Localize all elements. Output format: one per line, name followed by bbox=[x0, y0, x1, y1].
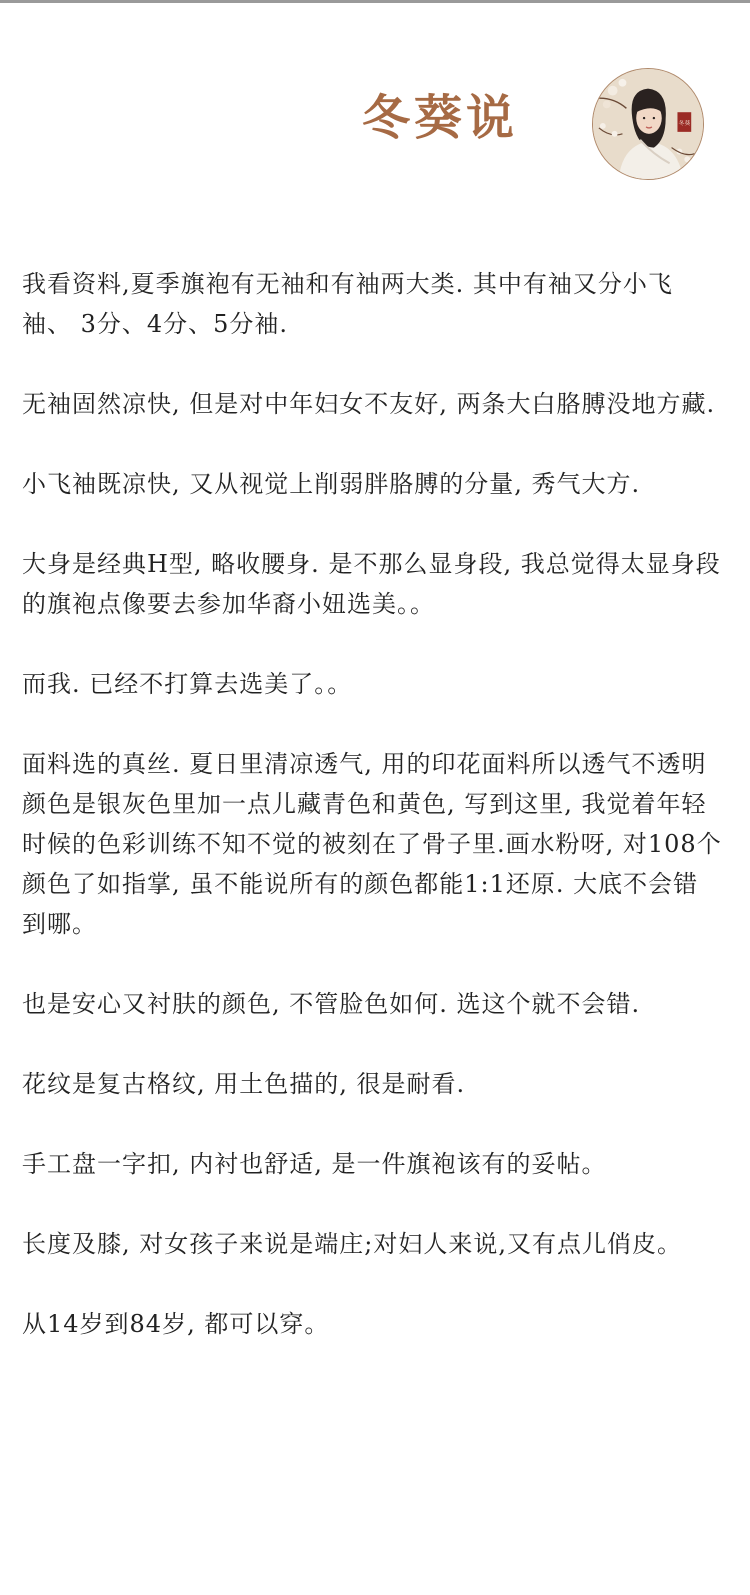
paragraph: 长度及膝, 对女孩子来说是端庄;对妇人来说,又有点儿俏皮。 bbox=[22, 1230, 682, 1258]
paragraph: 大身是经典H型, 略收腰身. 是不那么显身段, 我总觉得太显身段的旗袍点像要去参加华裔小妞选美。。 bbox=[22, 550, 721, 618]
paragraph: 无袖固然凉快, 但是对中年妇女不友好, 两条大白胳膊没地方藏. bbox=[22, 390, 716, 418]
paragraph: 从14岁到84岁, 都可以穿。 bbox=[22, 1310, 330, 1338]
paragraph: 小飞袖既凉快, 又从视觉上削弱胖胳膊的分量, 秀气大方. bbox=[22, 470, 641, 498]
avatar[interactable] bbox=[592, 68, 704, 180]
paragraph: 面料选的真丝. 夏日里清凉透气, 用的印花面料所以透气不透明颜色是银灰色里加一点儿藏青色和黄色, 写到这里, 我觉着年轻时候的色彩训练不知不觉的被刻在了骨子里.画水粉呀, 对108个颜色了如指掌, 虽不能说所有的颜色都能1:1还原. 大底不会错到哪。 bbox=[22, 750, 722, 938]
paragraph: 也是安心又衬肤的颜色, 不管脸色如何. 选这个就不会错. bbox=[22, 990, 641, 1018]
article-body bbox=[22, 264, 722, 1384]
header bbox=[0, 0, 750, 200]
seal-text: 冬葵 bbox=[678, 120, 691, 127]
brand-title: 冬葵说 bbox=[362, 90, 519, 146]
paragraph: 而我. 已经不打算去选美了。。 bbox=[22, 670, 353, 698]
paragraph: 花纹是复古格纹, 用土色描的, 很是耐看. bbox=[22, 1070, 466, 1098]
paragraph: 我看资料,夏季旗袍有无袖和有袖两大类. 其中有袖又分小飞袖、 3分、4分、5分袖. bbox=[22, 270, 673, 338]
avatar-portrait-icon bbox=[593, 69, 703, 179]
paragraph: 手工盘一字扣, 内衬也舒适, 是一件旗袍该有的妥帖。 bbox=[22, 1150, 607, 1178]
